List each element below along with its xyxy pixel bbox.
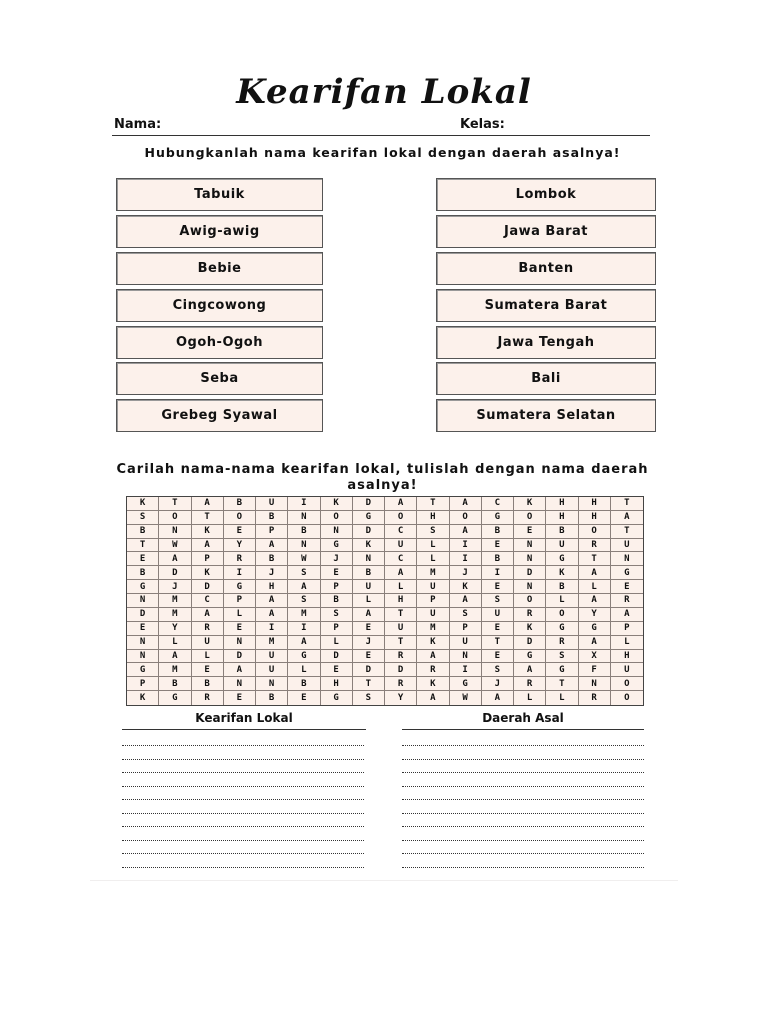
- grid-letter[interactable]: E: [192, 663, 224, 677]
- grid-letter[interactable]: A: [417, 650, 449, 664]
- grid-letter[interactable]: H: [579, 497, 611, 511]
- grid-letter[interactable]: E: [514, 525, 546, 539]
- grid-letter[interactable]: N: [288, 511, 320, 525]
- grid-letter[interactable]: N: [224, 677, 256, 691]
- grid-letter[interactable]: G: [579, 622, 611, 636]
- grid-letter[interactable]: T: [385, 608, 417, 622]
- grid-letter[interactable]: P: [256, 525, 288, 539]
- grid-letter[interactable]: O: [450, 511, 482, 525]
- grid-letter[interactable]: L: [546, 594, 578, 608]
- grid-letter[interactable]: B: [159, 677, 191, 691]
- grid-letter[interactable]: O: [224, 511, 256, 525]
- grid-letter[interactable]: O: [385, 511, 417, 525]
- header-rule: [112, 135, 650, 136]
- word-search-grid: [126, 496, 644, 706]
- answer-header-daerah: Daerah Asal: [482, 711, 564, 725]
- grid-letter[interactable]: S: [353, 691, 385, 705]
- grid-letter[interactable]: A: [192, 539, 224, 553]
- grid-letter[interactable]: N: [514, 580, 546, 594]
- grid-letter[interactable]: U: [385, 622, 417, 636]
- grid-letter[interactable]: A: [224, 663, 256, 677]
- grid-letter[interactable]: R: [385, 650, 417, 664]
- grid-letter[interactable]: O: [611, 677, 643, 691]
- grid-letter[interactable]: M: [159, 594, 191, 608]
- grid-letter[interactable]: B: [192, 677, 224, 691]
- grid-letter[interactable]: B: [288, 525, 320, 539]
- grid-letter[interactable]: K: [127, 497, 159, 511]
- kearifan-item-box[interactable]: Ogoh-Ogoh: [116, 326, 323, 359]
- grid-letter[interactable]: J: [159, 580, 191, 594]
- grid-letter[interactable]: T: [546, 677, 578, 691]
- grid-letter[interactable]: T: [482, 636, 514, 650]
- grid-letter[interactable]: E: [482, 539, 514, 553]
- grid-letter[interactable]: E: [321, 566, 353, 580]
- grid-letter[interactable]: L: [321, 636, 353, 650]
- grid-letter[interactable]: N: [224, 636, 256, 650]
- grid-letter[interactable]: Y: [385, 691, 417, 705]
- grid-letter[interactable]: T: [611, 525, 643, 539]
- grid-letter[interactable]: J: [321, 552, 353, 566]
- grid-letter[interactable]: H: [385, 594, 417, 608]
- grid-letter[interactable]: J: [353, 636, 385, 650]
- grid-letter[interactable]: C: [192, 594, 224, 608]
- daerah-answer-line[interactable]: [402, 759, 644, 760]
- grid-letter[interactable]: D: [514, 566, 546, 580]
- grid-letter[interactable]: R: [514, 677, 546, 691]
- answer-header-rule-right: [402, 729, 644, 730]
- grid-letter[interactable]: A: [579, 594, 611, 608]
- grid-letter[interactable]: M: [159, 608, 191, 622]
- grid-letter[interactable]: K: [514, 497, 546, 511]
- grid-letter[interactable]: J: [450, 566, 482, 580]
- grid-letter[interactable]: B: [353, 566, 385, 580]
- grid-letter[interactable]: W: [288, 552, 320, 566]
- grid-letter[interactable]: U: [482, 608, 514, 622]
- grid-letter[interactable]: R: [579, 691, 611, 705]
- grid-letter[interactable]: N: [514, 539, 546, 553]
- grid-letter[interactable]: A: [385, 497, 417, 511]
- grid-letter[interactable]: B: [482, 552, 514, 566]
- grid-letter[interactable]: M: [159, 663, 191, 677]
- grid-letter[interactable]: C: [482, 497, 514, 511]
- grid-letter[interactable]: U: [450, 636, 482, 650]
- grid-letter[interactable]: B: [127, 566, 159, 580]
- grid-letter[interactable]: U: [385, 539, 417, 553]
- grid-letter[interactable]: T: [385, 636, 417, 650]
- daerah-answer-line[interactable]: [402, 813, 644, 814]
- grid-letter[interactable]: D: [353, 525, 385, 539]
- matching-instruction: Hubungkanlah nama kearifan lokal dengan daerah asalnya!: [144, 145, 621, 160]
- grid-letter[interactable]: B: [127, 525, 159, 539]
- grid-letter[interactable]: U: [546, 539, 578, 553]
- kearifan-answer-line[interactable]: [122, 799, 364, 800]
- daerah-answer-line[interactable]: [402, 826, 644, 827]
- grid-letter[interactable]: N: [256, 677, 288, 691]
- grid-letter[interactable]: E: [224, 622, 256, 636]
- grid-letter[interactable]: B: [288, 677, 320, 691]
- grid-letter[interactable]: H: [321, 677, 353, 691]
- grid-letter[interactable]: A: [159, 552, 191, 566]
- daerah-answer-line[interactable]: [402, 799, 644, 800]
- kearifan-item-box[interactable]: Seba: [116, 362, 323, 395]
- grid-letter[interactable]: U: [417, 580, 449, 594]
- grid-letter[interactable]: J: [256, 566, 288, 580]
- grid-letter[interactable]: K: [192, 525, 224, 539]
- grid-letter[interactable]: F: [579, 663, 611, 677]
- grid-letter[interactable]: K: [127, 691, 159, 705]
- grid-letter[interactable]: P: [417, 594, 449, 608]
- grid-letter[interactable]: K: [546, 566, 578, 580]
- grid-letter[interactable]: H: [417, 511, 449, 525]
- grid-letter[interactable]: A: [611, 608, 643, 622]
- grid-letter[interactable]: R: [192, 691, 224, 705]
- grid-letter[interactable]: W: [450, 691, 482, 705]
- grid-letter[interactable]: B: [482, 525, 514, 539]
- grid-letter[interactable]: S: [482, 594, 514, 608]
- grid-letter[interactable]: D: [385, 663, 417, 677]
- kearifan-item-box[interactable]: Bebie: [116, 252, 323, 285]
- grid-letter[interactable]: G: [159, 691, 191, 705]
- grid-letter[interactable]: I: [482, 566, 514, 580]
- grid-letter[interactable]: M: [288, 608, 320, 622]
- grid-letter[interactable]: A: [192, 497, 224, 511]
- grid-letter[interactable]: L: [159, 636, 191, 650]
- kearifan-answer-line[interactable]: [122, 745, 364, 746]
- grid-letter[interactable]: N: [321, 525, 353, 539]
- grid-letter[interactable]: G: [546, 663, 578, 677]
- grid-letter[interactable]: R: [546, 636, 578, 650]
- daerah-answer-line[interactable]: [402, 840, 644, 841]
- grid-letter[interactable]: N: [127, 594, 159, 608]
- grid-letter[interactable]: B: [224, 497, 256, 511]
- grid-letter[interactable]: A: [256, 594, 288, 608]
- kearifan-answer-line[interactable]: [122, 786, 364, 787]
- grid-letter[interactable]: N: [450, 650, 482, 664]
- grid-letter[interactable]: G: [224, 580, 256, 594]
- grid-letter[interactable]: S: [450, 608, 482, 622]
- grid-letter[interactable]: K: [353, 539, 385, 553]
- grid-letter[interactable]: E: [353, 622, 385, 636]
- grid-letter[interactable]: I: [288, 497, 320, 511]
- grid-letter[interactable]: A: [353, 608, 385, 622]
- grid-letter[interactable]: Y: [159, 622, 191, 636]
- grid-letter[interactable]: R: [579, 539, 611, 553]
- grid-letter[interactable]: M: [256, 636, 288, 650]
- grid-letter[interactable]: T: [579, 552, 611, 566]
- grid-letter[interactable]: G: [546, 622, 578, 636]
- grid-letter[interactable]: R: [192, 622, 224, 636]
- grid-letter[interactable]: T: [159, 497, 191, 511]
- grid-letter[interactable]: N: [514, 552, 546, 566]
- grid-letter[interactable]: C: [385, 552, 417, 566]
- kearifan-answer-line[interactable]: [122, 772, 364, 773]
- grid-letter[interactable]: Y: [579, 608, 611, 622]
- kearifan-answer-line[interactable]: [122, 867, 364, 868]
- daerah-item-box[interactable]: Bali: [436, 362, 656, 395]
- grid-letter[interactable]: D: [514, 636, 546, 650]
- grid-letter[interactable]: U: [353, 580, 385, 594]
- kearifan-answer-line[interactable]: [122, 759, 364, 760]
- wordsearch-instruction: Carilah nama-nama kearifan lokal, tulislah dengan nama daerah asalnya!: [116, 462, 649, 493]
- kearifan-item-box[interactable]: Tabuik: [116, 178, 323, 211]
- grid-letter[interactable]: B: [256, 552, 288, 566]
- grid-letter[interactable]: S: [321, 608, 353, 622]
- grid-letter[interactable]: N: [288, 539, 320, 553]
- grid-letter[interactable]: W: [159, 539, 191, 553]
- grid-letter[interactable]: O: [159, 511, 191, 525]
- grid-letter[interactable]: A: [482, 691, 514, 705]
- grid-letter[interactable]: A: [159, 650, 191, 664]
- kearifan-item-box[interactable]: Grebeg Syawal: [116, 399, 323, 432]
- grid-letter[interactable]: A: [450, 525, 482, 539]
- grid-letter[interactable]: D: [127, 608, 159, 622]
- grid-letter[interactable]: D: [353, 663, 385, 677]
- grid-letter[interactable]: U: [256, 497, 288, 511]
- kearifan-answer-line[interactable]: [122, 826, 364, 827]
- grid-letter[interactable]: A: [192, 608, 224, 622]
- grid-letter[interactable]: D: [224, 650, 256, 664]
- grid-letter[interactable]: G: [353, 511, 385, 525]
- daerah-item-box[interactable]: Lombok: [436, 178, 656, 211]
- grid-letter[interactable]: K: [417, 677, 449, 691]
- grid-letter[interactable]: A: [288, 636, 320, 650]
- grid-letter[interactable]: R: [417, 663, 449, 677]
- grid-letter[interactable]: E: [224, 525, 256, 539]
- grid-letter[interactable]: O: [624, 693, 630, 704]
- grid-letter[interactable]: U: [192, 636, 224, 650]
- grid-letter[interactable]: O: [579, 525, 611, 539]
- grid-letter[interactable]: T: [192, 511, 224, 525]
- grid-letter[interactable]: H: [256, 580, 288, 594]
- grid-letter[interactable]: R: [385, 677, 417, 691]
- grid-letter[interactable]: I: [224, 566, 256, 580]
- grid-letter[interactable]: A: [579, 636, 611, 650]
- grid-letter[interactable]: A: [417, 691, 449, 705]
- grid-letter[interactable]: C: [385, 525, 417, 539]
- grid-letter[interactable]: H: [611, 650, 643, 664]
- grid-letter[interactable]: U: [611, 663, 643, 677]
- grid-letter[interactable]: G: [127, 580, 159, 594]
- grid-letter[interactable]: N: [127, 636, 159, 650]
- grid-letter[interactable]: E: [127, 552, 159, 566]
- grid-letter[interactable]: L: [385, 580, 417, 594]
- grid-letter[interactable]: E: [127, 622, 159, 636]
- grid-letter[interactable]: N: [159, 525, 191, 539]
- grid-letter[interactable]: N: [611, 552, 643, 566]
- grid-letter[interactable]: I: [450, 539, 482, 553]
- grid-letter[interactable]: A: [450, 497, 482, 511]
- grid-letter[interactable]: O: [514, 511, 546, 525]
- grid-letter[interactable]: H: [579, 511, 611, 525]
- daerah-answer-line[interactable]: [402, 745, 644, 746]
- grid-letter[interactable]: S: [127, 511, 159, 525]
- grid-letter[interactable]: A: [450, 594, 482, 608]
- answer-header-rule-left: [122, 729, 366, 730]
- grid-letter[interactable]: E: [482, 622, 514, 636]
- grid-letter[interactable]: I: [256, 622, 288, 636]
- grid-letter[interactable]: L: [224, 608, 256, 622]
- grid-letter[interactable]: P: [321, 580, 353, 594]
- kearifan-answer-line[interactable]: [122, 840, 364, 841]
- grid-letter[interactable]: E: [611, 580, 643, 594]
- grid-letter[interactable]: E: [288, 691, 320, 705]
- grid-letter[interactable]: E: [482, 580, 514, 594]
- grid-letter[interactable]: H: [546, 511, 578, 525]
- grid-letter[interactable]: G: [288, 650, 320, 664]
- grid-letter[interactable]: M: [417, 622, 449, 636]
- page-title: Kearifan Lokal: [236, 72, 532, 112]
- grid-letter[interactable]: L: [417, 552, 449, 566]
- grid-letter[interactable]: L: [353, 594, 385, 608]
- kearifan-item-box[interactable]: Cingcowong: [116, 289, 323, 322]
- nama-label: Nama:: [114, 117, 162, 132]
- grid-letter[interactable]: T: [353, 677, 385, 691]
- grid-letter[interactable]: B: [546, 580, 578, 594]
- grid-letter[interactable]: A: [256, 539, 288, 553]
- kelas-label: Kelas:: [460, 117, 505, 132]
- grid-letter[interactable]: E: [482, 650, 514, 664]
- daerah-item-box[interactable]: Jawa Barat: [436, 215, 656, 248]
- grid-letter[interactable]: E: [353, 650, 385, 664]
- grid-letter[interactable]: R: [224, 552, 256, 566]
- grid-letter[interactable]: P: [611, 622, 643, 636]
- grid-letter[interactable]: I: [288, 622, 320, 636]
- grid-letter[interactable]: K: [417, 636, 449, 650]
- kearifan-answer-line[interactable]: [122, 813, 364, 814]
- daerah-item-box[interactable]: Banten: [436, 252, 656, 285]
- grid-letter[interactable]: P: [192, 552, 224, 566]
- grid-letter[interactable]: A: [611, 511, 643, 525]
- grid-letter[interactable]: K: [450, 580, 482, 594]
- grid-letter[interactable]: D: [192, 580, 224, 594]
- grid-letter[interactable]: B: [256, 511, 288, 525]
- grid-letter[interactable]: N: [579, 677, 611, 691]
- daerah-item-box[interactable]: Jawa Tengah: [436, 326, 656, 359]
- grid-letter[interactable]: X: [579, 650, 611, 664]
- grid-letter[interactable]: K: [192, 566, 224, 580]
- grid-letter[interactable]: S: [417, 525, 449, 539]
- kearifan-item-box[interactable]: Awig-awig: [116, 215, 323, 248]
- grid-letter[interactable]: P: [224, 594, 256, 608]
- daerah-item-box[interactable]: Sumatera Barat: [436, 289, 656, 322]
- kearifan-answer-line[interactable]: [122, 853, 364, 854]
- grid-letter[interactable]: G: [450, 677, 482, 691]
- grid-letter[interactable]: L: [579, 580, 611, 594]
- daerah-answer-line[interactable]: [402, 772, 644, 773]
- grid-letter[interactable]: I: [450, 552, 482, 566]
- daerah-answer-line[interactable]: [402, 867, 644, 868]
- daerah-item-box[interactable]: Sumatera Selatan: [436, 399, 656, 432]
- grid-letter[interactable]: G: [127, 663, 159, 677]
- daerah-answer-line[interactable]: [402, 786, 644, 787]
- grid-letter[interactable]: Y: [224, 539, 256, 553]
- grid-letter[interactable]: R: [514, 608, 546, 622]
- grid-letter[interactable]: D: [159, 566, 191, 580]
- grid-letter[interactable]: N: [353, 552, 385, 566]
- grid-letter[interactable]: U: [256, 650, 288, 664]
- grid-letter[interactable]: O: [546, 608, 578, 622]
- grid-letter[interactable]: L: [192, 650, 224, 664]
- grid-letter[interactable]: U: [417, 608, 449, 622]
- grid-letter[interactable]: K: [514, 622, 546, 636]
- grid-letter[interactable]: G: [546, 552, 578, 566]
- grid-letter[interactable]: S: [288, 594, 320, 608]
- grid-letter[interactable]: E: [321, 663, 353, 677]
- grid-letter[interactable]: N: [127, 650, 159, 664]
- grid-letter[interactable]: I: [450, 663, 482, 677]
- grid-letter[interactable]: A: [514, 663, 546, 677]
- daerah-answer-line[interactable]: [402, 853, 644, 854]
- grid-letter[interactable]: D: [321, 650, 353, 664]
- grid-letter[interactable]: T: [127, 539, 159, 553]
- grid-letter[interactable]: B: [321, 594, 353, 608]
- grid-letter[interactable]: G: [321, 691, 353, 705]
- grid-letter[interactable]: G: [514, 650, 546, 664]
- grid-letter[interactable]: U: [256, 663, 288, 677]
- grid-letter[interactable]: B: [256, 691, 288, 705]
- grid-letter[interactable]: T: [611, 497, 643, 511]
- grid-letter[interactable]: T: [417, 497, 449, 511]
- grid-letter[interactable]: G: [611, 566, 643, 580]
- grid-letter[interactable]: A: [385, 566, 417, 580]
- grid-letter[interactable]: L: [611, 636, 643, 650]
- grid-letter[interactable]: O: [514, 594, 546, 608]
- grid-letter[interactable]: A: [579, 566, 611, 580]
- grid-letter[interactable]: L: [288, 663, 320, 677]
- grid-letter[interactable]: D: [353, 497, 385, 511]
- grid-letter[interactable]: B: [546, 525, 578, 539]
- grid-letter[interactable]: O: [321, 511, 353, 525]
- grid-letter[interactable]: S: [482, 663, 514, 677]
- grid-letter[interactable]: A: [288, 580, 320, 594]
- grid-letter[interactable]: L: [417, 539, 449, 553]
- grid-letter[interactable]: L: [546, 691, 578, 705]
- grid-letter[interactable]: R: [611, 594, 643, 608]
- grid-letter[interactable]: P: [321, 622, 353, 636]
- grid-letter[interactable]: P: [127, 677, 159, 691]
- grid-letter[interactable]: S: [288, 566, 320, 580]
- grid-letter[interactable]: P: [450, 622, 482, 636]
- grid-letter[interactable]: G: [482, 511, 514, 525]
- grid-letter[interactable]: S: [546, 650, 578, 664]
- grid-letter[interactable]: L: [514, 691, 546, 705]
- grid-letter[interactable]: J: [482, 677, 514, 691]
- grid-letter[interactable]: H: [546, 497, 578, 511]
- grid-letter[interactable]: K: [321, 497, 353, 511]
- grid-letter[interactable]: M: [417, 566, 449, 580]
- grid-letter[interactable]: E: [224, 691, 256, 705]
- grid-letter[interactable]: G: [321, 539, 353, 553]
- answer-header-kearifan: Kearifan Lokal: [195, 711, 293, 725]
- grid-letter[interactable]: A: [256, 608, 288, 622]
- grid-letter[interactable]: U: [611, 539, 643, 553]
